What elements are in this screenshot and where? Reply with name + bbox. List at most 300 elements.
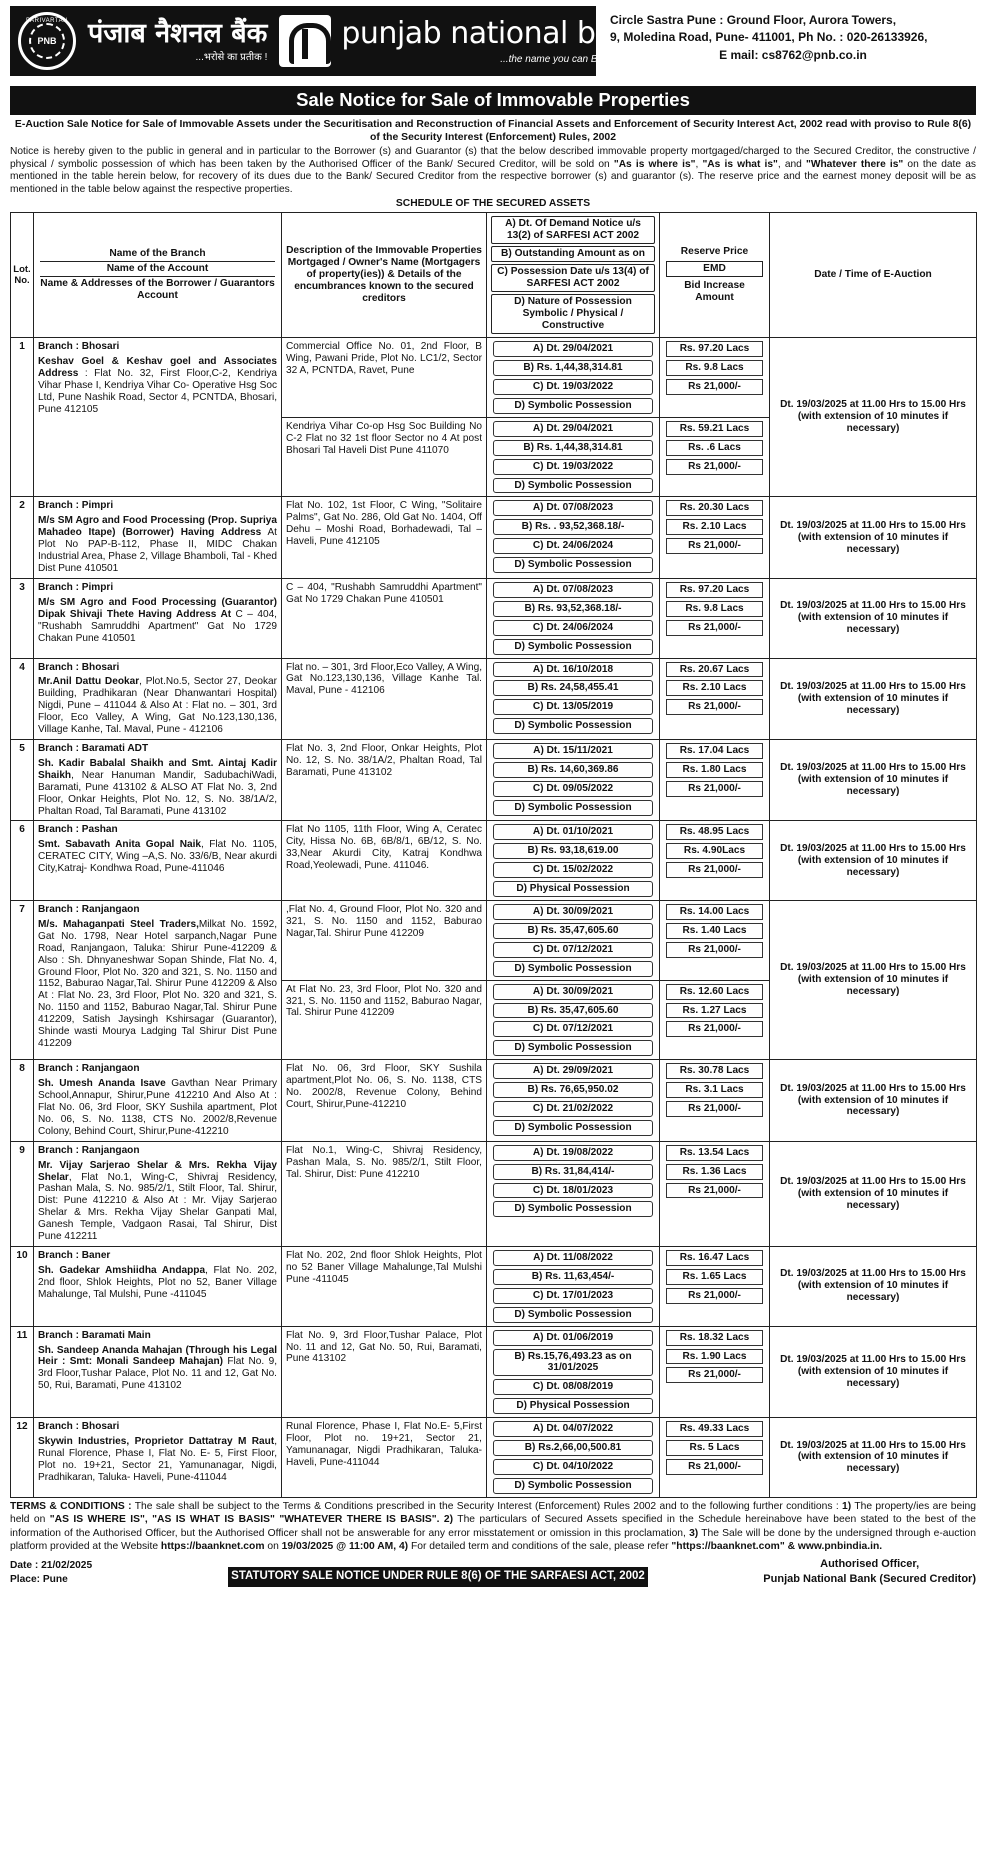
possession-nature: D) Symbolic Possession <box>493 800 653 816</box>
possession-nature: D) Physical Possession <box>493 881 653 897</box>
borrower-address-text: , Near Hanuman Mandir, SadubachiWadi, Baramati, Pune 413102 & ALSO AT Flat No. 3, 2nd Floor, Onkar Heights, Plot No. 12, S. No. 38/1A/2, Phaltan Road, Tal Baramati, Pune 413102 <box>38 769 277 817</box>
possession-nature: D) Symbolic Possession <box>493 1120 653 1136</box>
outstanding-amount: B) Rs. 35,47,605.60 <box>493 1003 653 1019</box>
branch-name: Branch : Pimpri <box>38 581 114 593</box>
table-row <box>11 1418 977 1498</box>
borrower-details <box>34 1326 282 1418</box>
possession-date: C) Dt. 09/05/2022 <box>493 781 653 797</box>
auction-date-time: Dt. 19/03/2025 at 11.00 Hrs to 15.00 Hrs (with extension of 10 minutes if necessary) <box>770 1141 977 1246</box>
emd-amount: Rs. 9.8 Lacs <box>666 601 763 617</box>
table-row <box>11 658 977 739</box>
notice-details <box>487 739 660 820</box>
header-branch <box>34 212 282 337</box>
reserve-price: Rs. 97.20 Lacs <box>666 341 763 357</box>
auction-date-time: Dt. 19/03/2025 at 11.00 Hrs to 15.00 Hrs (with extension of 10 minutes if necessary) <box>770 739 977 820</box>
outstanding-amount: B) Rs.2,66,00,500.81 <box>493 1440 653 1456</box>
header-branch-name: Name of the Branch <box>40 247 275 262</box>
borrower-name: Keshav Goel & Keshav goel and Associates Address <box>38 356 277 380</box>
demand-notice-date: A) Dt. 29/04/2021 <box>493 341 653 357</box>
property-description-text: Commercial Office No. 01, 2nd Floor, B Wing, Pawani Pride, Plot No. LC1/2, Sector 32 A, PCNTDA, Ravet, Pune <box>286 341 482 377</box>
notice-subtitle: E-Auction Sale Notice for Sale of Immovable Assets under the Securitisation and Reconstruction of Financial Assets and Enforcement of Security Interest Act, 2002 read with proviso to Rule 8(6) of the Security Interest (Enforcement) Rules, 2002 <box>14 118 972 143</box>
reserve-price: Rs. 17.04 Lacs <box>666 743 763 759</box>
statutory-notice-banner: STATUTORY SALE NOTICE UNDER RULE 8(6) OF THE SARFAESI ACT, 2002 <box>228 1567 648 1587</box>
header-possession-nature: D) Nature of Possession Symbolic / Physical / Constructive <box>491 294 655 334</box>
auction-date-time: Dt. 19/03/2025 at 11.00 Hrs to 15.00 Hrs (with extension of 10 minutes if necessary) <box>770 497 977 578</box>
table-row <box>11 1141 977 1246</box>
auction-date-time: Dt. 19/03/2025 at 11.00 Hrs to 15.00 Hrs (with extension of 10 minutes if necessary) <box>770 1418 977 1498</box>
reserve-price: Rs. 20.30 Lacs <box>666 500 763 516</box>
borrower-details <box>34 497 282 578</box>
demand-notice-date: A) Dt. 30/09/2021 <box>493 984 653 1000</box>
borrower-address <box>38 676 277 736</box>
possession-nature: D) Symbolic Possession <box>493 478 653 494</box>
emd-amount: Rs. 1.36 Lacs <box>666 1164 763 1180</box>
officer-bank: Punjab National Bank (Secured Creditor) <box>763 1572 976 1585</box>
table-row <box>11 497 977 578</box>
borrower-name: Skywin Industries, Proprietor Dattatray M Raut <box>38 1436 275 1448</box>
notice-details <box>487 497 660 578</box>
demand-notice-date: A) Dt. 16/10/2018 <box>493 662 653 678</box>
borrower-name: Sh. Umesh Ananda Isave <box>38 1078 166 1090</box>
table-row <box>11 1246 977 1326</box>
bid-increase-amount: Rs 21,000/- <box>666 1459 763 1475</box>
bid-increase-amount: Rs 21,000/- <box>666 862 763 878</box>
property-description-text: Flat No.1, Wing-C, Shivraj Residency, Pashan Mala, S. No. 985/2/1, Stilt Floor, Tal. Shirur, Dist: Pune 412210 <box>286 1144 482 1180</box>
hindi-bank-name: पंजाब नैशनल बैंक <box>88 18 268 50</box>
property-description <box>282 1418 487 1498</box>
possession-date: C) Dt. 13/05/2019 <box>493 699 653 715</box>
borrower-address <box>38 1078 277 1138</box>
outstanding-amount: B) Rs. 1,44,38,314.81 <box>493 360 653 376</box>
notice-details <box>487 1246 660 1326</box>
header-lot-no: Lot. No. <box>11 212 34 337</box>
outstanding-amount: B) Rs. 24,58,455.41 <box>493 680 653 696</box>
borrower-name: Sh. Gadekar Amshiidha Andappa <box>38 1264 206 1276</box>
possession-nature: D) Symbolic Possession <box>493 1040 653 1056</box>
notice-title: Sale Notice for Sale of Immovable Properties <box>10 86 976 115</box>
property-description <box>282 1060 487 1141</box>
property-description-text: Flat No. 202, 2nd floor Shlok Heights, Plot no 52 Baner Village Mahalunge,Tal Mulshi Pune -411045 <box>286 1249 482 1285</box>
bid-increase-amount: Rs 21,000/- <box>666 620 763 636</box>
terms-auction-datetime: 19/03/2025 @ 11:00 AM, 4) <box>281 1540 409 1552</box>
bid-increase-amount: Rs 21,000/- <box>666 781 763 797</box>
terms-text-2: The property/ies are being held on <box>10 1500 976 1526</box>
possession-nature: D) Symbolic Possession <box>493 961 653 977</box>
possession-date: C) Dt. 24/06/2024 <box>493 620 653 636</box>
seal-ring-text: PARIVARTAN <box>26 18 68 24</box>
borrower-name: M/s SM Agro and Food Processing (Guarantor) Dipak Shivaji Thete Having Address At <box>38 596 277 620</box>
borrower-details <box>34 739 282 820</box>
reserve-emd-bid <box>660 417 770 497</box>
auction-date-time: Dt. 19/03/2025 at 11.00 Hrs to 15.00 Hrs (with extension of 10 minutes if necessary) <box>770 578 977 658</box>
branch-name: Branch : Baramati Main <box>38 1329 151 1341</box>
borrower-name: Smt. Sabavath Anita Gopal Naik <box>38 839 202 851</box>
outstanding-amount: B) Rs. 76,65,950.02 <box>493 1082 653 1098</box>
possession-date: C) Dt. 18/01/2023 <box>493 1183 653 1199</box>
borrower-details <box>34 578 282 658</box>
possession-nature: D) Physical Possession <box>493 1398 653 1414</box>
lot-number: 4 <box>11 658 34 739</box>
reserve-price: Rs. 12.60 Lacs <box>666 984 763 1000</box>
possession-nature: D) Symbolic Possession <box>493 557 653 573</box>
reserve-emd-bid <box>660 901 770 981</box>
reserve-emd-bid <box>660 578 770 658</box>
header-bid-increase: Bid Increase Amount <box>684 280 745 304</box>
demand-notice-date: A) Dt. 30/09/2021 <box>493 904 653 920</box>
branch-name: Branch : Baramati ADT <box>38 742 149 754</box>
lot-number: 6 <box>11 821 34 901</box>
outstanding-amount: B) Rs. 31,84,414/- <box>493 1164 653 1180</box>
borrower-address-text: , Flat No. 1105, CERATEC CITY, Wing –A,S. No. 33/6/B, Near akurdi City,Katraj- Kondhwa Road, Pune-411046 <box>38 839 277 875</box>
bid-increase-amount: Rs 21,000/- <box>666 1367 763 1383</box>
possession-date: C) Dt. 19/03/2022 <box>493 459 653 475</box>
possession-nature: D) Symbolic Possession <box>493 639 653 655</box>
notice-details <box>487 658 660 739</box>
terms-text-4: The Sale will be done by the undersigned through e-auction platform provided at the Website <box>10 1527 976 1552</box>
emd-amount: Rs. 1.40 Lacs <box>666 923 763 939</box>
possession-date: C) Dt. 04/10/2022 <box>493 1459 653 1475</box>
property-description <box>282 338 487 418</box>
reserve-emd-bid <box>660 1060 770 1141</box>
property-description-text: Kendriya Vihar Co-op Hsg Soc Building No C-2 Flat no 32 1st floor Sector no 4 At post Bhosari Tal Haveli Dist Pune 411070 <box>286 420 482 456</box>
intro-text-4: on the date as mentioned in the table herein below, for recovery of its dues due to the Bank/ Secured Creditor from the respective borrower (s) and guarantor (s). The reserve price and the earnest money deposit will be as mentioned in the table below against the respective properties. <box>10 158 976 196</box>
demand-notice-date: A) Dt. 29/09/2021 <box>493 1063 653 1079</box>
borrower-address <box>38 1265 277 1301</box>
bid-increase-amount: Rs 21,000/- <box>666 538 763 554</box>
auction-date-time: Dt. 19/03/2025 at 11.00 Hrs to 15.00 Hrs (with extension of 10 minutes if necessary) <box>770 1326 977 1418</box>
branch-name: Branch : Bhosari <box>38 661 120 673</box>
reserve-price: Rs. 16.47 Lacs <box>666 1250 763 1266</box>
borrower-address-text: , Flat No. 202, 2nd floor, Shlok Heights, Plot no 52, Baner Village Mahalunge, Tal Mulshi, Pune -411045 <box>38 1264 277 1300</box>
property-description <box>282 1246 487 1326</box>
lot-number: 11 <box>11 1326 34 1418</box>
address-line-2: 9, Moledina Road, Pune- 411001, Ph No. : 020-26133926, <box>610 30 928 45</box>
outstanding-amount: B) Rs. . 93,52,368.18/- <box>493 519 653 535</box>
terms-num-2: 2) <box>439 1514 454 1526</box>
table-row <box>11 1326 977 1418</box>
pnb-logo-icon <box>279 15 331 67</box>
borrower-name: Sh. Kadir Babalal Shaikh and Smt. Aintaj Kadir Shaikh <box>38 757 277 781</box>
terms-num-1: 1) <box>842 1500 852 1512</box>
reserve-emd-bid <box>660 1246 770 1326</box>
property-description-text: Flat no. – 301, 3rd Floor,Eco Valley, A Wing, Gat No.123,130,136, Village Kanhe Tal. Maval, Pune - 412106 <box>286 661 482 697</box>
outstanding-amount: B) Rs. 14,60,369.86 <box>493 762 653 778</box>
table-row <box>11 739 977 820</box>
outstanding-amount: B) Rs. 11,63,454/- <box>493 1269 653 1285</box>
header-auction-date: Date / Time of E-Auction <box>770 212 977 337</box>
header-reserve-price: Reserve Price <box>680 246 749 258</box>
terms-text-3: The particulars of Secured Assets specified in the Schedule hereinabove have been stated to the best of the information of the Authorised Officer, but the Authorised Officer shall not be answerable for any error misstatement or omission in this proclamation, <box>10 1514 976 1539</box>
outstanding-amount: B) Rs. 93,18,619.00 <box>493 843 653 859</box>
borrower-details <box>34 1246 282 1326</box>
borrower-address <box>38 758 277 818</box>
emd-amount: Rs. 2.10 Lacs <box>666 519 763 535</box>
branch-name: Branch : Baner <box>38 1249 111 1261</box>
reserve-emd-bid <box>660 338 770 418</box>
borrower-address-text: , Runal Florence, Phase I, Flat No. E- 5, First Floor, Plot no. 19+21, Sector 21, Yamunanagar, Nigdi, Pradhikaran, Taluka- Haveli, Pune-411044 <box>38 1436 277 1483</box>
lot-number: 9 <box>11 1141 34 1246</box>
notice-footer <box>10 1557 976 1603</box>
borrower-name: Sh. Sandeep Ananda Mahajan (Through his Legal Heir : Smt: Monali Sandeep Mahajan) <box>38 1344 277 1368</box>
hindi-bank-name-block <box>88 18 267 64</box>
officer-title: Authorised Officer, <box>820 1558 920 1571</box>
branch-name: Branch : Pimpri <box>38 500 114 512</box>
reserve-price: Rs. 59.21 Lacs <box>666 421 763 437</box>
header-demand-notice: A) Dt. Of Demand Notice u/s 13(2) of SARFESI ACT 2002 <box>491 216 655 244</box>
property-description <box>282 980 487 1060</box>
property-description-text: Flat No. 3, 2nd Floor, Onkar Heights, Plot No. 12, S. No. 38/1A/2, Phaltan Road, Tal Baramati, Pune 413102 <box>286 742 482 778</box>
intro-bold-3: "Whatever there is" <box>806 158 904 170</box>
reserve-emd-bid <box>660 739 770 820</box>
lot-number: 2 <box>11 497 34 578</box>
table-row <box>11 578 977 658</box>
reserve-price: Rs. 13.54 Lacs <box>666 1145 763 1161</box>
property-description <box>282 739 487 820</box>
auction-date-time: Dt. 19/03/2025 at 11.00 Hrs to 15.00 Hrs (with extension of 10 minutes if necessary) <box>770 1060 977 1141</box>
borrower-details <box>34 1418 282 1498</box>
borrower-name: M/s SM Agro and Food Processing (Prop. Supriya Mahadeo Itape) (Borrower) Having Address <box>38 515 277 539</box>
borrower-details <box>34 658 282 739</box>
property-description <box>282 1141 487 1246</box>
borrower-address-text: Flat No. 9, 3rd Floor,Tushar Palace, Plot No. 11 and 12, Gat No. 50, Rui, Baramati, Pune 413102 <box>38 1356 277 1392</box>
property-description <box>282 417 487 497</box>
property-description <box>282 821 487 901</box>
outstanding-amount: B) Rs. 1,44,38,314.81 <box>493 440 653 456</box>
emd-amount: Rs. 4.90Lacs <box>666 843 763 859</box>
emd-amount: Rs. 9.8 Lacs <box>666 360 763 376</box>
bid-increase-amount: Rs 21,000/- <box>666 1183 763 1199</box>
property-description-text: Flat No. 9, 3rd Floor,Tushar Palace, Plot No. 11 and 12, Gat No. 50, Rui, Baramati, Pune 413102 <box>286 1329 482 1365</box>
notice-details <box>487 901 660 981</box>
borrower-address-text: At Plot No PAP-B-112, Phase II, MIDC Chakan Industrial Area, Phase 2, Village Bhamboli, Tal - Khed Dist Pune 410501 <box>38 527 277 574</box>
lot-number: 1 <box>11 338 34 497</box>
reserve-price: Rs. 14.00 Lacs <box>666 904 763 920</box>
outstanding-amount: B) Rs. 35,47,605.60 <box>493 923 653 939</box>
branch-name: Branch : Bhosari <box>38 1421 120 1433</box>
letterhead <box>10 6 976 84</box>
reserve-emd-bid <box>660 821 770 901</box>
header-account-name: Name of the Account <box>40 262 275 277</box>
borrower-address-text: , Plot.No.5, Sector 27, Deokar Building, Pradhikaran (Near Dhanwantari Hospital) Nigdi, Pune – 411044 & Also At : Flat no. – 301, 3rd Floor, Eco Valley, A Wing, Gat No.123,130,136, Village Kanhe, Tal. Maval, Pune - 412106 <box>38 676 277 736</box>
branch-name: Branch : Ranjangaon <box>38 904 140 916</box>
property-description-text: ,Flat No. 4, Ground Floor, Plot No. 320 and 321, S. No. 1150 and 1152, Baburao Nagar,Tal. Shirur Pune 412209 <box>286 904 482 939</box>
borrower-name: Mr.Anil Dattu Deokar <box>38 676 140 688</box>
english-bank-name: punjab national bank <box>341 16 649 52</box>
borrower-address-text: : Flat No. 32, First Floor,C-2, Kendriya Vihar Phase I, Kendriya Vihar Co- Operative Hsg Soc Ltd, Pune Nashik Road, Sector 4, PCNTDA, Bhosari, Pune 412105 <box>38 368 277 415</box>
borrower-address <box>38 597 277 645</box>
borrower-details <box>34 1141 282 1246</box>
table-row <box>11 821 977 901</box>
table-row <box>11 338 977 418</box>
borrower-details <box>34 1060 282 1141</box>
lot-number: 12 <box>11 1418 34 1498</box>
borrower-details <box>34 338 282 497</box>
demand-notice-date: A) Dt. 19/08/2022 <box>493 1145 653 1161</box>
property-description-text: Runal Florence, Phase I, Flat No.E- 5,First Floor, Plot no. 19+21, Sector 21, Yamunanagar, Nigdi Pradhikaran, Taluka-Haveli, Pune-411044 <box>286 1421 482 1468</box>
terms-reference-links[interactable]: "https://baanknet.com" & www.pnbindia.in. <box>671 1540 883 1552</box>
header-borrower-name: Name & Addresses of the Borrower / Guarantors Account <box>40 278 275 302</box>
bank-logo-banner <box>10 6 649 76</box>
notice-details <box>487 338 660 418</box>
emd-amount: Rs. 1.80 Lacs <box>666 762 763 778</box>
borrower-address <box>38 1436 277 1484</box>
property-description-text: At Flat No. 23, 3rd Floor, Plot No. 320 and 321, S. No. 1150 and 1152, Baburao Nagar, Tal. Shirur Pune 412209 <box>286 983 482 1019</box>
lot-number: 8 <box>11 1060 34 1141</box>
property-description <box>282 901 487 981</box>
lot-number: 10 <box>11 1246 34 1326</box>
reserve-emd-bid <box>660 1141 770 1246</box>
possession-date: C) Dt. 21/02/2022 <box>493 1101 653 1117</box>
intro-text-2: , <box>695 158 703 170</box>
notice-details <box>487 1060 660 1141</box>
bid-increase-amount: Rs 21,000/- <box>666 1021 763 1037</box>
possession-date: C) Dt. 24/06/2024 <box>493 538 653 554</box>
property-description <box>282 1326 487 1418</box>
possession-date: C) Dt. 19/03/2022 <box>493 379 653 395</box>
authorised-officer-signature <box>763 1557 976 1586</box>
reserve-emd-bid <box>660 658 770 739</box>
borrower-details <box>34 821 282 901</box>
header-possession-date: C) Possession Date u/s 13(4) of SARFESI ACT 2002 <box>491 264 655 292</box>
emd-amount: Rs. 1.65 Lacs <box>666 1269 763 1285</box>
reserve-price: Rs. 49.33 Lacs <box>666 1421 763 1437</box>
branch-name: Branch : Bhosari <box>38 341 120 353</box>
header-emd: EMD <box>666 261 763 277</box>
lot-number: 7 <box>11 901 34 1060</box>
terms-basis: "AS IS WHERE IS", "AS IS WHAT IS BASIS" "WHATEVER THERE IS BASIS". <box>49 1514 440 1526</box>
terms-text-6: For detailed term and conditions of the sale, please refer <box>408 1540 672 1552</box>
header-notice-details <box>487 212 660 337</box>
demand-notice-date: A) Dt. 07/08/2023 <box>493 582 653 598</box>
parivartan-seal-icon <box>18 12 76 70</box>
emd-amount: Rs. 2.10 Lacs <box>666 680 763 696</box>
emd-amount: Rs. 1.90 Lacs <box>666 1349 763 1365</box>
notice-date: Date : 21/02/2025 <box>10 1560 93 1572</box>
intro-bold-1: "As is where is" <box>613 158 696 170</box>
address-line-1: Circle Sastra Pune : Ground Floor, Aurora Towers, <box>610 13 897 27</box>
possession-date: C) Dt. 17/01/2023 <box>493 1288 653 1304</box>
reserve-emd-bid <box>660 980 770 1060</box>
terms-label: TERMS & CONDITIONS : <box>10 1500 132 1512</box>
borrower-details <box>34 901 282 1060</box>
lot-number: 5 <box>11 739 34 820</box>
property-description-text: Flat No. 06, 3rd Floor, SKY Sushila apartment,Plot No. 06, S. No. 1138, CTS No. 2002/8, Revenue Colony, Behind Court, Shirur,Pune-412210 <box>286 1063 482 1110</box>
bid-increase-amount: Rs 21,000/- <box>666 459 763 475</box>
hindi-tagline: ...भरोसे का प्रतीक ! <box>195 52 268 64</box>
reserve-price: Rs. 20.67 Lacs <box>666 662 763 678</box>
possession-nature: D) Symbolic Possession <box>493 1307 653 1323</box>
terms-text-1: The sale shall be subject to the Terms & Conditions prescribed in the Security Interest (Enforcement) Rules 2002 and to the following further conditions : <box>131 1500 843 1512</box>
reserve-emd-bid <box>660 1418 770 1498</box>
terms-text-5: on <box>264 1540 282 1552</box>
auction-date-time: Dt. 19/03/2025 at 11.00 Hrs to 15.00 Hrs (with extension of 10 minutes if necessary) <box>770 1246 977 1326</box>
terms-website-link[interactable]: https://baanknet.com <box>160 1540 265 1552</box>
possession-date: C) Dt. 07/12/2021 <box>493 942 653 958</box>
terms-num-3: 3) <box>689 1527 699 1539</box>
auction-date-time: Dt. 19/03/2025 at 11.00 Hrs to 15.00 Hrs (with extension of 10 minutes if necessary) <box>770 821 977 901</box>
reserve-emd-bid <box>660 497 770 578</box>
borrower-name: M/s. Mahaganpati Steel Traders, <box>38 918 199 930</box>
header-outstanding: B) Outstanding Amount as on <box>491 246 655 262</box>
reserve-price: Rs. 97.20 Lacs <box>666 582 763 598</box>
intro-bold-2: "As is what is" <box>702 158 778 170</box>
borrower-name: Mr. Vijay Sarjerao Shelar & Mrs. Rekha Vijay Shelar <box>38 1159 277 1183</box>
bid-increase-amount: Rs 21,000/- <box>666 942 763 958</box>
borrower-address-text: Milkat No. 1592, Gat No. 1798, Near Hotel sarpanch,Nagar Pune Road, Ranjangaon, Taluka: Shirur Pune-412209 & Also : Sh. Dhnyaneshwar Sopan Shinde, Flat No. 4, Ground Floor, Plot No. 320 and 321, S. No. 1150 and 1152, Baburao Nagar,Tal. Shirur Pune 412209 & Also At : Flat No. 23, 3rd Floor, Plot No. 320 and 321, S. No. 1150 and 1152, Baburao Nagar,Tal. Shirur Pune 412209, Satish Jaysingh Kshirsagar (Guarantor), Shinde wasti Mourya Ladging Tal Shirur Dist Pune 412209 <box>38 918 277 1049</box>
property-description <box>282 658 487 739</box>
property-description <box>282 497 487 578</box>
auction-date-time: Dt. 19/03/2025 at 11.00 Hrs to 15.00 Hrs (with extension of 10 minutes if necessary) <box>770 338 977 497</box>
reserve-price: Rs. 30.78 Lacs <box>666 1063 763 1079</box>
secured-assets-table <box>10 212 977 1498</box>
auction-date-time: Dt. 19/03/2025 at 11.00 Hrs to 15.00 Hrs (with extension of 10 minutes if necessary) <box>770 901 977 1060</box>
possession-nature: D) Symbolic Possession <box>493 1478 653 1494</box>
reserve-price: Rs. 48.95 Lacs <box>666 824 763 840</box>
property-description-text: Flat No. 102, 1st Floor, C Wing, "Solitaire Palms", Gat No. 286, Old Gat No. 1404, Off Dehu – Moshi Road, Borhadewadi, Tal – Haveli, Pune 412105 <box>286 500 482 548</box>
bid-increase-amount: Rs 21,000/- <box>666 1288 763 1304</box>
demand-notice-date: A) Dt. 11/08/2022 <box>493 1250 653 1266</box>
lot-number: 3 <box>11 578 34 658</box>
demand-notice-date: A) Dt. 07/08/2023 <box>493 500 653 516</box>
borrower-address-text: Gavthan Near Primary School,Annapur, Shirur,Pune 412210 And Also At : Flat No. 06, 3rd Floor, SKY Sushila apartment, Plot No. 06, S. No. 1138, CTS No. 2002/8,Revenue Colony, Behind Court, Shirur,Pune-412210 <box>38 1078 278 1137</box>
emd-amount: Rs. 3.1 Lacs <box>666 1082 763 1098</box>
emd-amount: Rs. 1.27 Lacs <box>666 1003 763 1019</box>
demand-notice-date: A) Dt. 04/07/2022 <box>493 1421 653 1437</box>
demand-notice-date: A) Dt. 01/06/2019 <box>493 1330 653 1346</box>
borrower-address <box>38 515 277 575</box>
notice-details <box>487 1326 660 1418</box>
possession-date: C) Dt. 15/02/2022 <box>493 862 653 878</box>
possession-nature: D) Symbolic Possession <box>493 1201 653 1217</box>
property-description <box>282 578 487 658</box>
property-description-text: C – 404, "Rushabh Samruddhi Apartment" Gat No 1729 Chakan Pune 410501 <box>286 581 482 605</box>
branch-name: Branch : Ranjangaon <box>38 1063 140 1075</box>
borrower-address <box>38 1160 277 1243</box>
borrower-address <box>38 839 277 875</box>
seal-center-text: PNB <box>29 23 65 59</box>
intro-text-3: , and <box>777 158 806 170</box>
demand-notice-date: A) Dt. 29/04/2021 <box>493 421 653 437</box>
reserve-emd-bid <box>660 1326 770 1418</box>
notice-details <box>487 578 660 658</box>
borrower-address <box>38 1345 277 1393</box>
notice-details <box>487 417 660 497</box>
outstanding-amount: B) Rs.15,76,493.23 as on 31/01/2025 <box>493 1349 653 1377</box>
branch-name: Branch : Pashan <box>38 824 118 836</box>
header-reserve <box>660 212 770 337</box>
reserve-price: Rs. 18.32 Lacs <box>666 1330 763 1346</box>
notice-details <box>487 980 660 1060</box>
circle-office-address <box>596 6 976 64</box>
branch-name: Branch : Ranjangaon <box>38 1144 140 1156</box>
table-row <box>11 901 977 981</box>
schedule-title: SCHEDULE OF THE SECURED ASSETS <box>395 197 591 209</box>
notice-details <box>487 1141 660 1246</box>
notice-details <box>487 821 660 901</box>
borrower-address <box>38 356 277 416</box>
possession-nature: D) Symbolic Possession <box>493 398 653 414</box>
outstanding-amount: B) Rs. 93,52,368.18/- <box>493 601 653 617</box>
emd-amount: Rs. .6 Lacs <box>666 440 763 456</box>
demand-notice-date: A) Dt. 01/10/2021 <box>493 824 653 840</box>
table-row <box>11 1060 977 1141</box>
possession-date: C) Dt. 07/12/2021 <box>493 1021 653 1037</box>
borrower-address-text: C – 404, "Rushabh Samruddhi Apartment" Gat No 1729 Chakan Pune 410501 <box>38 608 277 644</box>
notice-intro <box>10 146 976 197</box>
borrower-address-text: , Flat No.1, Wing-C, Shivraj Residency, Pashan Mala, S. No. 985/2/1, Stilt Floor, Tal. Shirur, Dist: Pune 412210 & Also At : Mr. Vijay Sarjerao Shelar & Mrs. Rekha Vijay Shelar Ganpati Mal, Ganesh Temple, Vadgaon Rasai, Tal Shirur, Dist Pune 412211 <box>38 1171 277 1243</box>
possession-nature: D) Symbolic Possession <box>493 718 653 734</box>
notice-place: Place: Pune <box>10 1573 68 1585</box>
